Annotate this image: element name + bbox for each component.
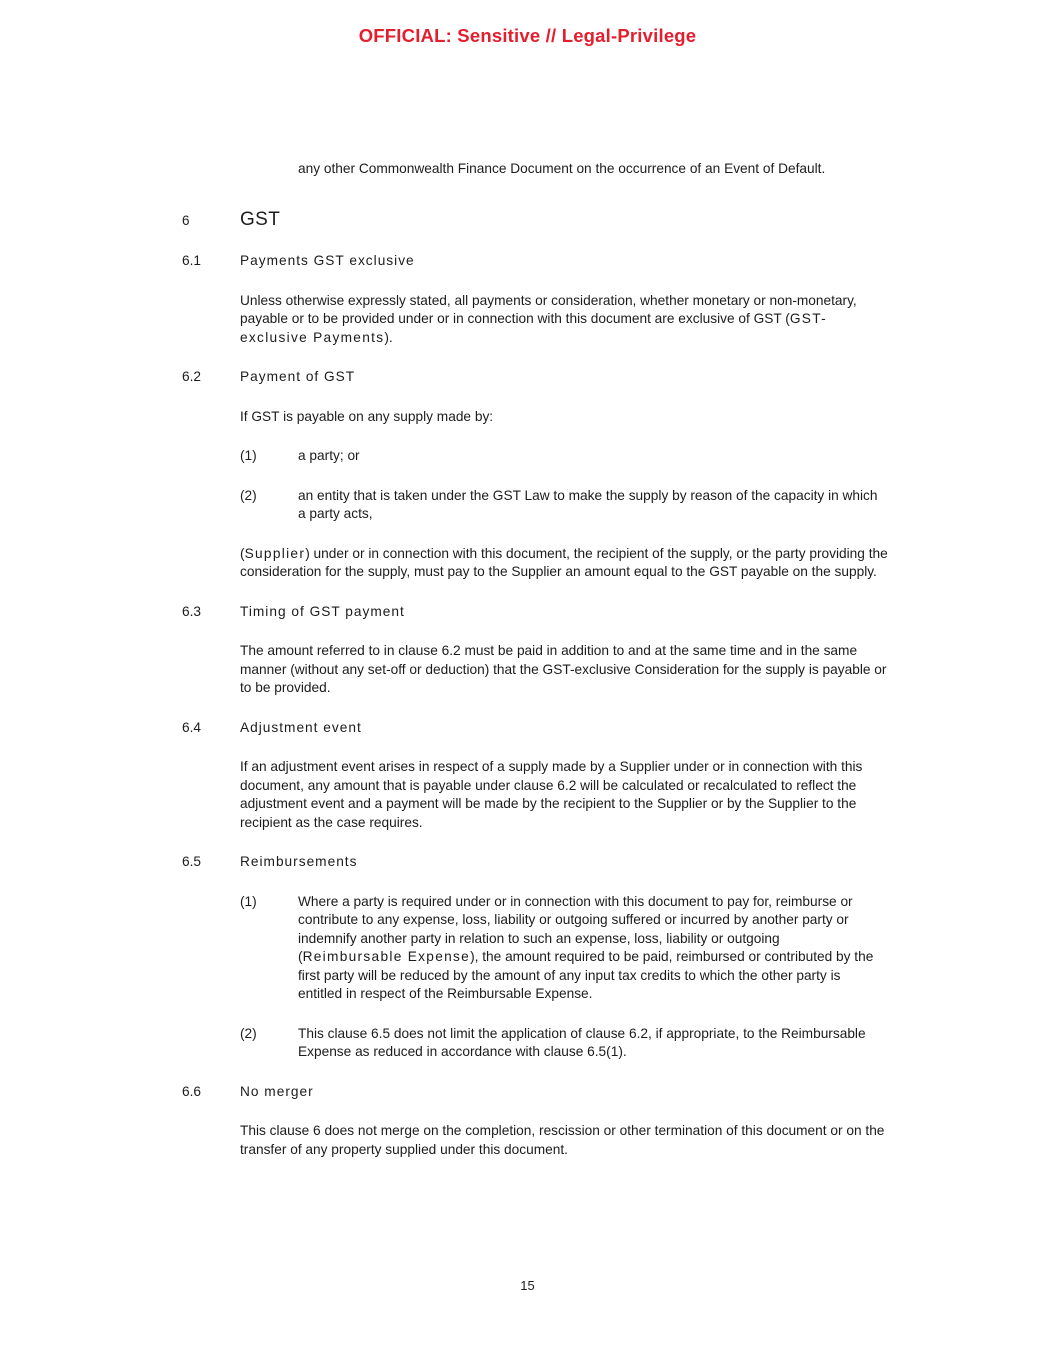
list-item-6-5-1 <box>240 893 888 1004</box>
section-6-6-number: 6.6 <box>182 1083 202 1099</box>
list-item-6-2-1 <box>240 447 888 466</box>
list-item-text: This clause 6.5 does not limit the application of clause 6.2, if appropriate, to the Reimbursable Expense as reduced in accordance with clause 6.5(1). <box>298 1025 866 1059</box>
section-6-2-cont-post: ) under or in connection with this document, the recipient of the supply, or the party providing the consideration for the supply, must pay to the Supplier an amount equal to the GST payable on the supply. <box>240 545 888 579</box>
section-6-3-number: 6.3 <box>182 603 202 619</box>
list-item-text <box>298 893 888 1004</box>
section-6-4-number: 6.4 <box>182 719 202 735</box>
section-6-2-lead: If GST is payable on any supply made by: <box>240 408 494 424</box>
section-6-3-body: The amount referred to in clause 6.2 must be paid in addition to and at the same time and in the same manner (without any set-off or deduction) that the GST-exclusive Consideration for the supply is payable or to be provided. <box>240 643 887 695</box>
section-6-6-heading <box>182 1083 888 1102</box>
section-6-5-number: 6.5 <box>182 854 202 869</box>
defined-term-gst-exclusive-payments: GST-exclusive Payments <box>240 311 827 345</box>
clause-6-title: GST <box>240 208 281 230</box>
list-item-marker: (2) <box>240 1025 257 1041</box>
section-6-1-body <box>240 292 888 348</box>
section-6-1-title: Payments GST exclusive <box>240 253 415 268</box>
section-6-2-title: Payment of GST <box>240 369 356 384</box>
list-item-marker: (2) <box>240 487 257 503</box>
section-6-2-number: 6.2 <box>182 369 202 384</box>
section-6-4-heading <box>182 719 888 738</box>
section-6-1-heading <box>182 252 888 271</box>
clause-6-heading <box>182 208 888 231</box>
page-number: 15 <box>520 1278 535 1293</box>
list-item-marker: (1) <box>240 893 257 909</box>
document-content <box>182 160 888 1180</box>
section-6-1-number: 6.1 <box>182 253 202 268</box>
section-6-4-body: If an adjustment event arises in respect of a supply made by a Supplier under or in connection with this document, any amount that is payable under clause 6.2 will be calculated or recalculated to reflect the adjustment event and a payment will be made by the recipient to the Supplier or by the Supplier to the recipient as the case requires. <box>240 759 863 830</box>
section-6-1-body-post: ). <box>384 329 393 345</box>
section-6-6-title: No merger <box>240 1083 314 1099</box>
section-6-2-heading <box>182 368 888 387</box>
section-6-5-title: Reimbursements <box>240 854 358 869</box>
list-item-6-2-2 <box>240 487 888 524</box>
section-6-6-body: This clause 6 does not merge on the completion, rescission or other termination of this document or on the transfer of any property supplied under this document. <box>240 1123 885 1157</box>
list-item-marker: (1) <box>240 448 257 463</box>
section-6-1-body-pre: Unless otherwise expressly stated, all payments or consideration, whether monetary or non-monetary, payable or to be provided under or in connection with this document are exclusive of GST ( <box>240 292 857 326</box>
section-6-5-heading <box>182 853 888 872</box>
clause-6-number: 6 <box>182 212 190 228</box>
section-6-3-heading <box>182 603 888 622</box>
defined-term-supplier: Supplier <box>244 545 306 561</box>
classification-banner: OFFICIAL: Sensitive // Legal-Privilege <box>358 25 697 46</box>
list-item-6-5-2 <box>240 1025 888 1062</box>
defined-term-reimbursable-expense: Reimbursable Expense <box>302 949 471 964</box>
carryover-paragraph: any other Commonwealth Finance Document on the occurrence of an Event of Default. <box>298 161 826 176</box>
list-item-text: an entity that is taken under the GST Law to make the supply by reason of the capacity in which a party acts, <box>298 487 878 521</box>
item-6-5-1-post: ), the amount required to be paid, reimbursed or contributed by the first party will be reduced by the amount of any input tax credits to which the other party is entitled in respect of the Reimbursable Expense. <box>298 949 874 1001</box>
list-item-text: a party; or <box>298 448 360 463</box>
section-6-2-continuation <box>240 545 888 582</box>
section-6-3-title: Timing of GST payment <box>240 603 405 619</box>
section-6-2-cont-pre: ( <box>240 545 245 561</box>
item-6-5-1-pre: Where a party is required under or in connection with this document to pay for, reimburse or contribute to any expense, loss, liability or outgoing suffered or incurred by another party or indemnify another party in relation to such an expense, loss, liability or outgoing ( <box>298 893 853 964</box>
section-6-4-title: Adjustment event <box>240 719 362 735</box>
